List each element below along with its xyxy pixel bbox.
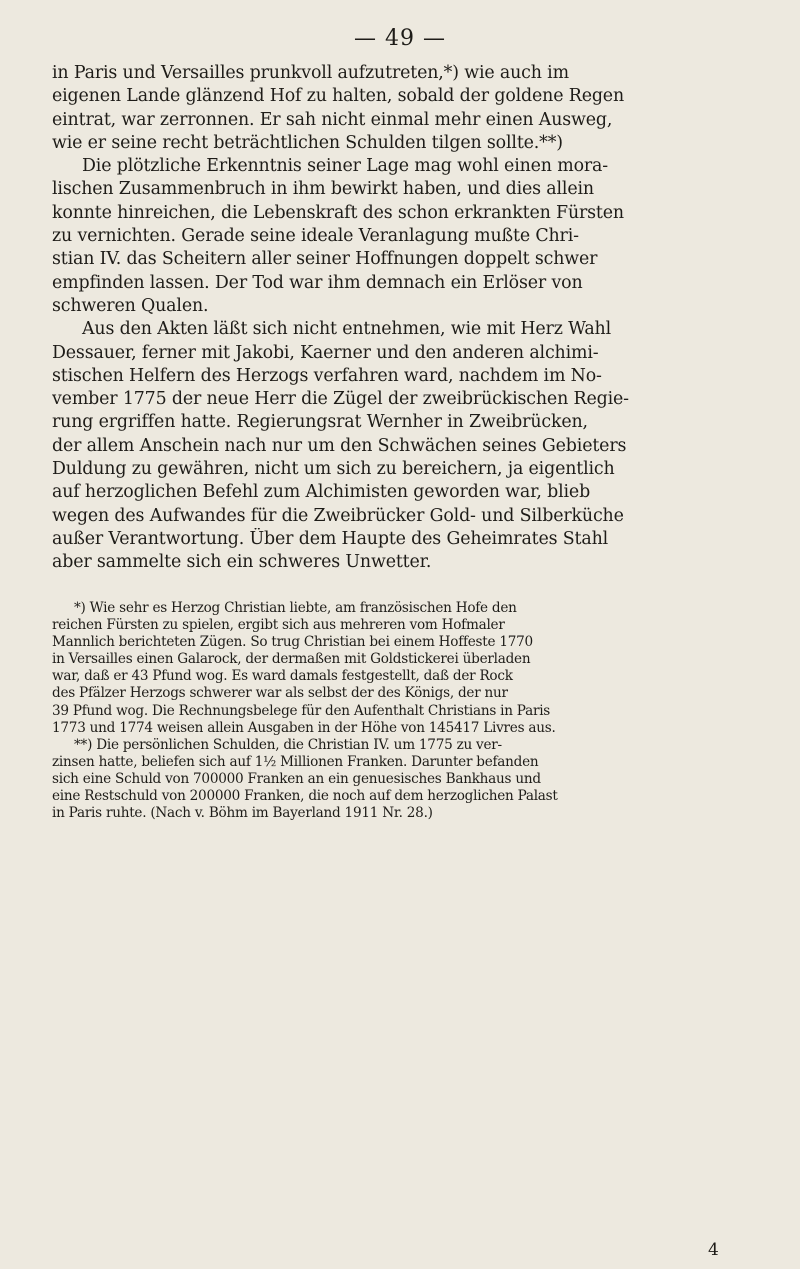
- text-line: eintrat, war zerronnen. Er sah nicht einmal mehr einen Ausweg,: [52, 109, 613, 130]
- text-line: Dessauer, ferner mit Jakobi, Kaerner und den anderen alchimi-: [52, 342, 599, 363]
- text-line: lischen Zusammenbruch in ihm bewirkt haben, und dies allein: [52, 179, 594, 200]
- footnote-line: 1773 und 1774 weisen allein Ausgaben in der Höhe von 145417 Livres aus.: [52, 719, 556, 736]
- text-line: stischen Helfern des Herzogs verfahren ward, nachdem im No-: [52, 365, 602, 386]
- text-line: wie er seine recht beträchtlichen Schulden tilgen sollte.**): [52, 132, 563, 153]
- text-line: rung ergriffen hatte. Regierungsrat Wernher in Zweibrücken,: [52, 412, 588, 433]
- text-line: konnte hinreichen, die Lebenskraft des schon erkrankten Fürsten: [52, 202, 624, 223]
- text-line: Aus den Akten läßt sich nicht entnehmen, wie mit Herz Wahl: [82, 319, 612, 340]
- footnote-line: in Paris ruhte. (Nach v. Böhm im Bayerland 1911 Nr. 28.): [52, 805, 433, 822]
- text-line: aber sammelte sich ein schweres Unwetter.: [52, 552, 432, 573]
- footnote-line: des Pfälzer Herzogs schwerer war als selbst der des Königs, der nur: [52, 685, 508, 702]
- footnote-line: war, daß er 43 Pfund wog. Es ward damals festgestellt, daß der Rock: [52, 668, 513, 685]
- footnote-line: Mannlich berichteten Zügen. So trug Christian bei einem Hoffeste 1770: [52, 634, 533, 651]
- body-text: [52, 62, 758, 575]
- text-line: schweren Qualen.: [52, 295, 209, 316]
- text-line: auf herzoglichen Befehl zum Alchimisten geworden war, blieb: [52, 482, 591, 503]
- text-line: stian IV. das Scheitern aller seiner Hoffnungen doppelt schwer: [52, 249, 598, 270]
- footnote-line: 39 Pfund wog. Die Rechnungsbelege für den Aufenthalt Christians in Paris: [52, 702, 551, 719]
- page-number: — 49 —: [354, 26, 446, 51]
- text-line: eigenen Lande glänzend Hof zu halten, sobald der goldene Regen: [52, 86, 625, 107]
- footnotes: [52, 600, 758, 822]
- text-line: außer Verantwortung. Über dem Haupte des Geheimrates Stahl: [52, 528, 609, 549]
- footnote-line: reichen Fürsten zu spielen, ergibt sich aus mehreren vom Hofmaler: [52, 617, 505, 634]
- text-line: der allem Anschein nach nur um den Schwächen seines Gebieters: [52, 435, 627, 456]
- footnote-line: zinsen hatte, beliefen sich auf 1½ Millionen Franken. Darunter befanden: [52, 753, 539, 770]
- footnote-line: sich eine Schuld von 700000 Franken an ein genuesisches Bankhaus und: [52, 770, 541, 787]
- text-line: in Paris und Versailles prunkvoll aufzutreten,*) wie auch im: [52, 63, 569, 83]
- text-line: empfinden lassen. Der Tod war ihm demnach ein Erlöser von: [52, 272, 583, 293]
- footnote-line: eine Restschuld von 200000 Franken, die noch auf dem herzoglichen Palast: [52, 788, 558, 805]
- text-line: zu vernichten. Gerade seine ideale Veranlagung mußte Chri-: [52, 226, 579, 247]
- text-line: wegen des Aufwandes für die Zweibrücker Gold- und Silberküche: [52, 505, 624, 526]
- signature-mark: 4: [708, 1240, 719, 1260]
- footnote-line: **) Die persönlichen Schulden, die Christian IV. um 1775 zu ver-: [74, 736, 502, 753]
- text-line: vember 1775 der neue Herr die Zügel der zweibrückischen Regie-: [52, 389, 629, 410]
- footnote-line: *) Wie sehr es Herzog Christian liebte, am französischen Hofe den: [74, 600, 517, 616]
- text-line: Duldung zu gewähren, nicht um sich zu bereichern, ja eigentlich: [52, 459, 615, 480]
- text-line: Die plötzliche Erkenntnis seiner Lage mag wohl einen mora-: [82, 156, 609, 177]
- footnote-line: in Versailles einen Galarock, der dermaßen mit Goldstickerei überladen: [52, 651, 531, 668]
